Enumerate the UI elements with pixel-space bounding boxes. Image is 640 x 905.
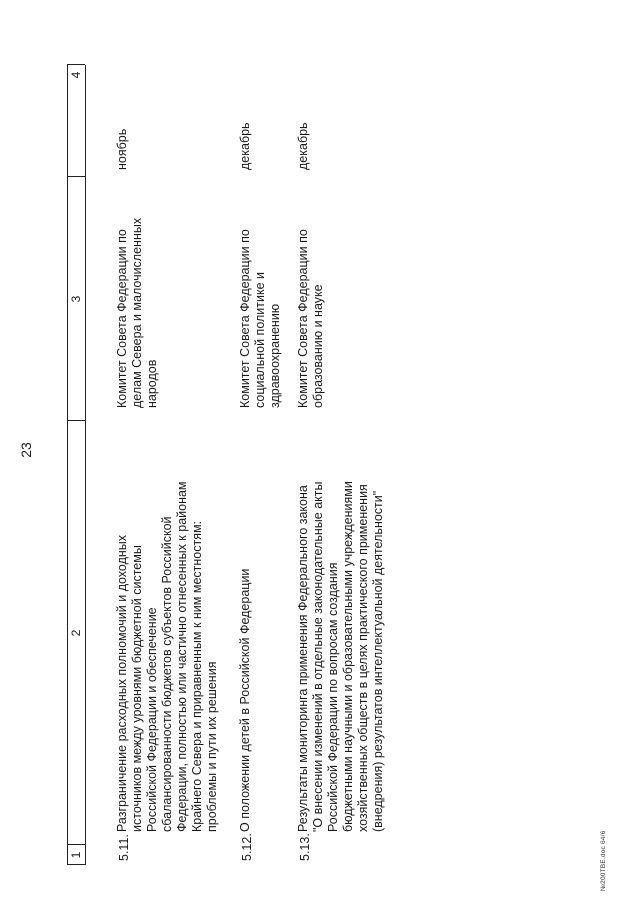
row-month: ноябрь [115, 128, 129, 170]
row-number: 5.13. [298, 833, 312, 861]
row-title: Результаты мониторинга применения Федерального закона "О внесении изменений в отдельные законодательные акты Российской Федерации по вопросам создания бюджетными научными и образовательными учреждениями хозяйственных обществ в целях практического применения (внедрения) результатов интеллектуальной деятельности" [296, 481, 385, 832]
row-title: Разграничение расходных полномочий и доходных источников между уровнями бюджетной системы Российской Федерации и обеспечение сбалансированности бюджетов субъектов Российской Федерации, полностью или частично отнесенных к районам Крайнего Севера и приравненным к ним местностям: проблемы и пути их решения [115, 481, 219, 832]
row-number: 5.11. [117, 834, 131, 861]
row-committee: Комитет Совета Федерации по образованию и науке [296, 229, 325, 408]
row-title: О положении детей в Российской Федерации [238, 568, 252, 832]
header-divider-2 [67, 420, 85, 421]
page-number: 23 [18, 442, 34, 458]
row-number: 5.12. [240, 833, 254, 861]
header-row-bottom-border [85, 65, 86, 865]
column-number-4: 4 [69, 71, 83, 79]
column-number-3: 3 [69, 295, 83, 303]
column-number-1: 1 [69, 851, 83, 859]
row-month: декабрь [238, 122, 252, 170]
column-number-2: 2 [69, 629, 83, 637]
row-month: декабрь [296, 122, 310, 170]
row-committee: Комитет Совета Федерации по делам Севера и малочисленных народов [115, 217, 159, 408]
header-divider-3 [67, 176, 85, 177]
row-committee: Комитет Совета Федерации по социальной политике и здравоохранению [238, 229, 282, 408]
document-footer-code: №200ТВЕ.doc 64/6 [600, 830, 607, 891]
table-top-border [67, 65, 68, 865]
